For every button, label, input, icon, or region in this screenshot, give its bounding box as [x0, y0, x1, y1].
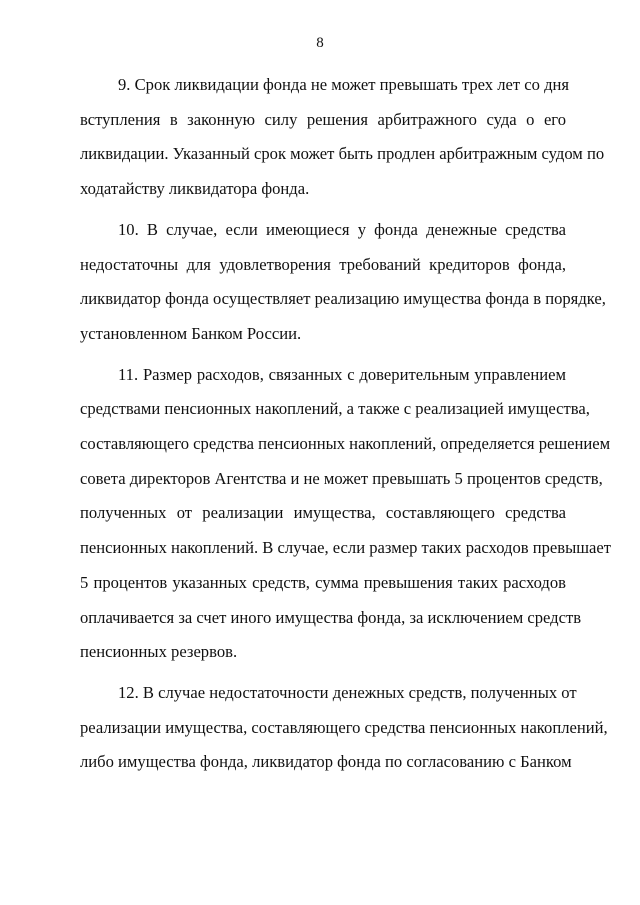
- text-line: ходатайству ликвидатора фонда.: [80, 179, 310, 199]
- document-body: [80, 68, 612, 780]
- paragraph-9: [80, 68, 605, 207]
- text-line: либо имущества фонда, ликвидатор фонда по согласованию с Банком: [80, 752, 572, 772]
- text-line: совета директоров Агентства и не может превышать 5 процентов средств,: [80, 468, 603, 488]
- text-line: вступления в законную силу решения арбитражного суда о его: [80, 109, 566, 129]
- text-line: ликвидатор фонда осуществляет реализацию имущества фонда в порядке,: [80, 289, 606, 309]
- text-line: 12. В случае недостаточности денежных средств, полученных от: [118, 682, 577, 702]
- text-line: составляющего средства пенсионных накоплений, определяется решением: [80, 434, 611, 454]
- text-line: полученных от реализации имущества, составляющего средства: [80, 503, 566, 523]
- text-line: пенсионных резервов.: [80, 642, 238, 662]
- text-line: 9. Срок ликвидации фонда не может превышать трех лет со дня: [118, 75, 570, 94]
- text-line: оплачивается за счет иного имущества фонда, за исключением средств: [80, 607, 582, 627]
- paragraph-10: [80, 213, 606, 352]
- text-line: реализации имущества, составляющего средства пенсионных накоплений,: [80, 717, 608, 737]
- text-line: 5 процентов указанных средств, сумма превышения таких расходов: [80, 572, 566, 592]
- text-line: недостаточны для удовлетворения требований кредиторов фонда,: [80, 254, 566, 274]
- paragraph-11: [80, 358, 612, 670]
- text-line: 11. Размер расходов, связанных с доверительным управлением: [118, 364, 566, 384]
- text-line: 10. В случае, если имеющиеся у фонда денежные средства: [118, 219, 566, 239]
- page-number: 8: [316, 35, 324, 51]
- text-line: средствами пенсионных накоплений, а также с реализацией имущества,: [80, 399, 590, 419]
- text-line: установленном Банком России.: [80, 323, 302, 343]
- paragraph-12: [80, 676, 608, 780]
- text-line: ликвидации. Указанный срок может быть продлен арбитражным судом по: [80, 144, 605, 164]
- text-line: пенсионных накоплений. В случае, если размер таких расходов превышает: [80, 538, 612, 558]
